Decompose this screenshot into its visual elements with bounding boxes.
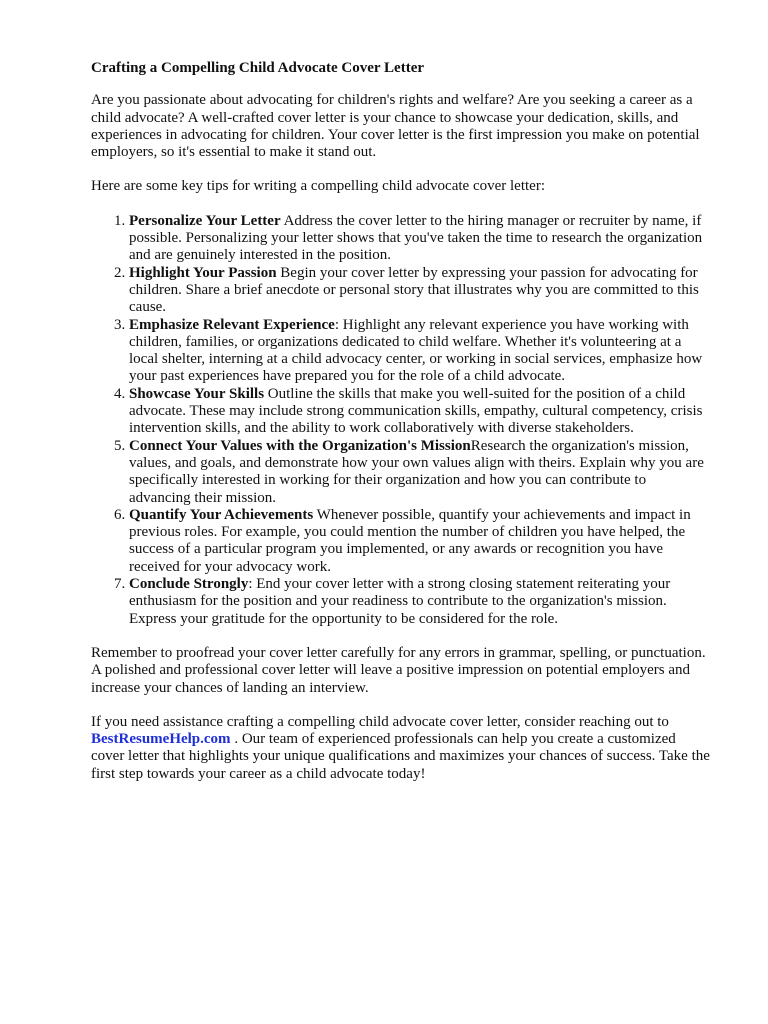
list-item (129, 507, 711, 576)
closing-paragraph (91, 714, 711, 783)
tip-title: Highlight Your Passion (129, 264, 277, 281)
tip-text: Outline the skills that make you well-suited for the position of a child advocate. These may include strong communication skills, empathy, cultural competency, crisis intervention skills, and the ability to work collaboratively with diverse stakeholders. (129, 385, 703, 437)
document-title: Crafting a Compelling Child Advocate Cover Letter (91, 60, 425, 76)
list-item (129, 213, 711, 265)
tip-text: Research the organization's mission, values, and goals, and demonstrate how your own values align with theirs. Explain why you are specifically interested in working for their organization and how you can contribute to advancing their mission. (129, 437, 704, 506)
tip-text: End your cover letter with a strong closing statement reiterating your enthusiasm for the position and your readiness to contribute to the organization's mission. Express your gratitude for the opportunity to be considered for the role. (129, 576, 671, 627)
bestresumehelp-link[interactable]: BestResumeHelp.com (91, 731, 231, 748)
tip-text: Whenever possible, quantify your achievements and impact in previous roles. For example, you could mention the number of children you have helped, the success of a particular program you implemented, or any awards or recognition you have received for your advocacy work. (129, 506, 691, 575)
tip-text: Begin your cover letter by expressing your passion for advocating for children. Share a brief anecdote or personal story that illustrates why you are committed to this cause. (129, 264, 699, 316)
list-item (129, 386, 711, 438)
list-item (129, 576, 711, 628)
tip-separator: : (334, 316, 343, 333)
list-item (129, 265, 711, 317)
tip-title: Personalize Your Letter (129, 212, 281, 229)
tip-text: Address the cover letter to the hiring manager or recruiter by name, if possible. Personalizing your letter shows that you've taken the time to research the organization and are genuinely interested in the position. (129, 212, 703, 264)
closing-text-after: . Our team of experienced professionals can help you create a customized cover letter that highlights your unique qualifications and maximizes your chances of success. Take the first step towards your career as a child advocate today! (91, 731, 710, 782)
tip-title: Showcase Your Skills (129, 385, 265, 402)
tip-text: Highlight any relevant experience you have working with children, families, or organizations dedicated to child welfare. Whether it's volunteering at a local shelter, interning at a child advocacy center, or working in social services, emphasize how your past experiences have prepared you for the role of a child advocate. (129, 316, 703, 385)
proofread-paragraph: Remember to proofread your cover letter carefully for any errors in grammar, spelling, or punctuation. A polished and professional cover letter will leave a positive impression on potential employers and increase your chances of landing an interview. (91, 644, 706, 696)
intro-paragraph: Are you passionate about advocating for children's rights and welfare? Are you seeking a career as a child advocate? A well-crafted cover letter is your chance to showcase your dedication, skills, and experiences in advocating for children. Your cover letter is the first impression you make on potential employers, so it's essential to make it stand out. (91, 92, 700, 161)
tip-separator: : (248, 576, 257, 593)
tip-title: Quantify Your Achievements (129, 506, 314, 523)
tips-lead-paragraph: Here are some key tips for writing a compelling child advocate cover letter: (91, 178, 545, 195)
tips-list (91, 213, 711, 628)
closing-text-before: If you need assistance crafting a compelling child advocate cover letter, consider reaching out to (91, 713, 669, 730)
tip-title: Emphasize Relevant Experience (129, 316, 335, 333)
tip-title: Connect Your Values with the Organization's Mission (129, 437, 471, 454)
list-item (129, 317, 711, 386)
tip-title: Conclude Strongly (129, 576, 249, 593)
list-item (129, 438, 711, 507)
document-page (91, 60, 711, 800)
